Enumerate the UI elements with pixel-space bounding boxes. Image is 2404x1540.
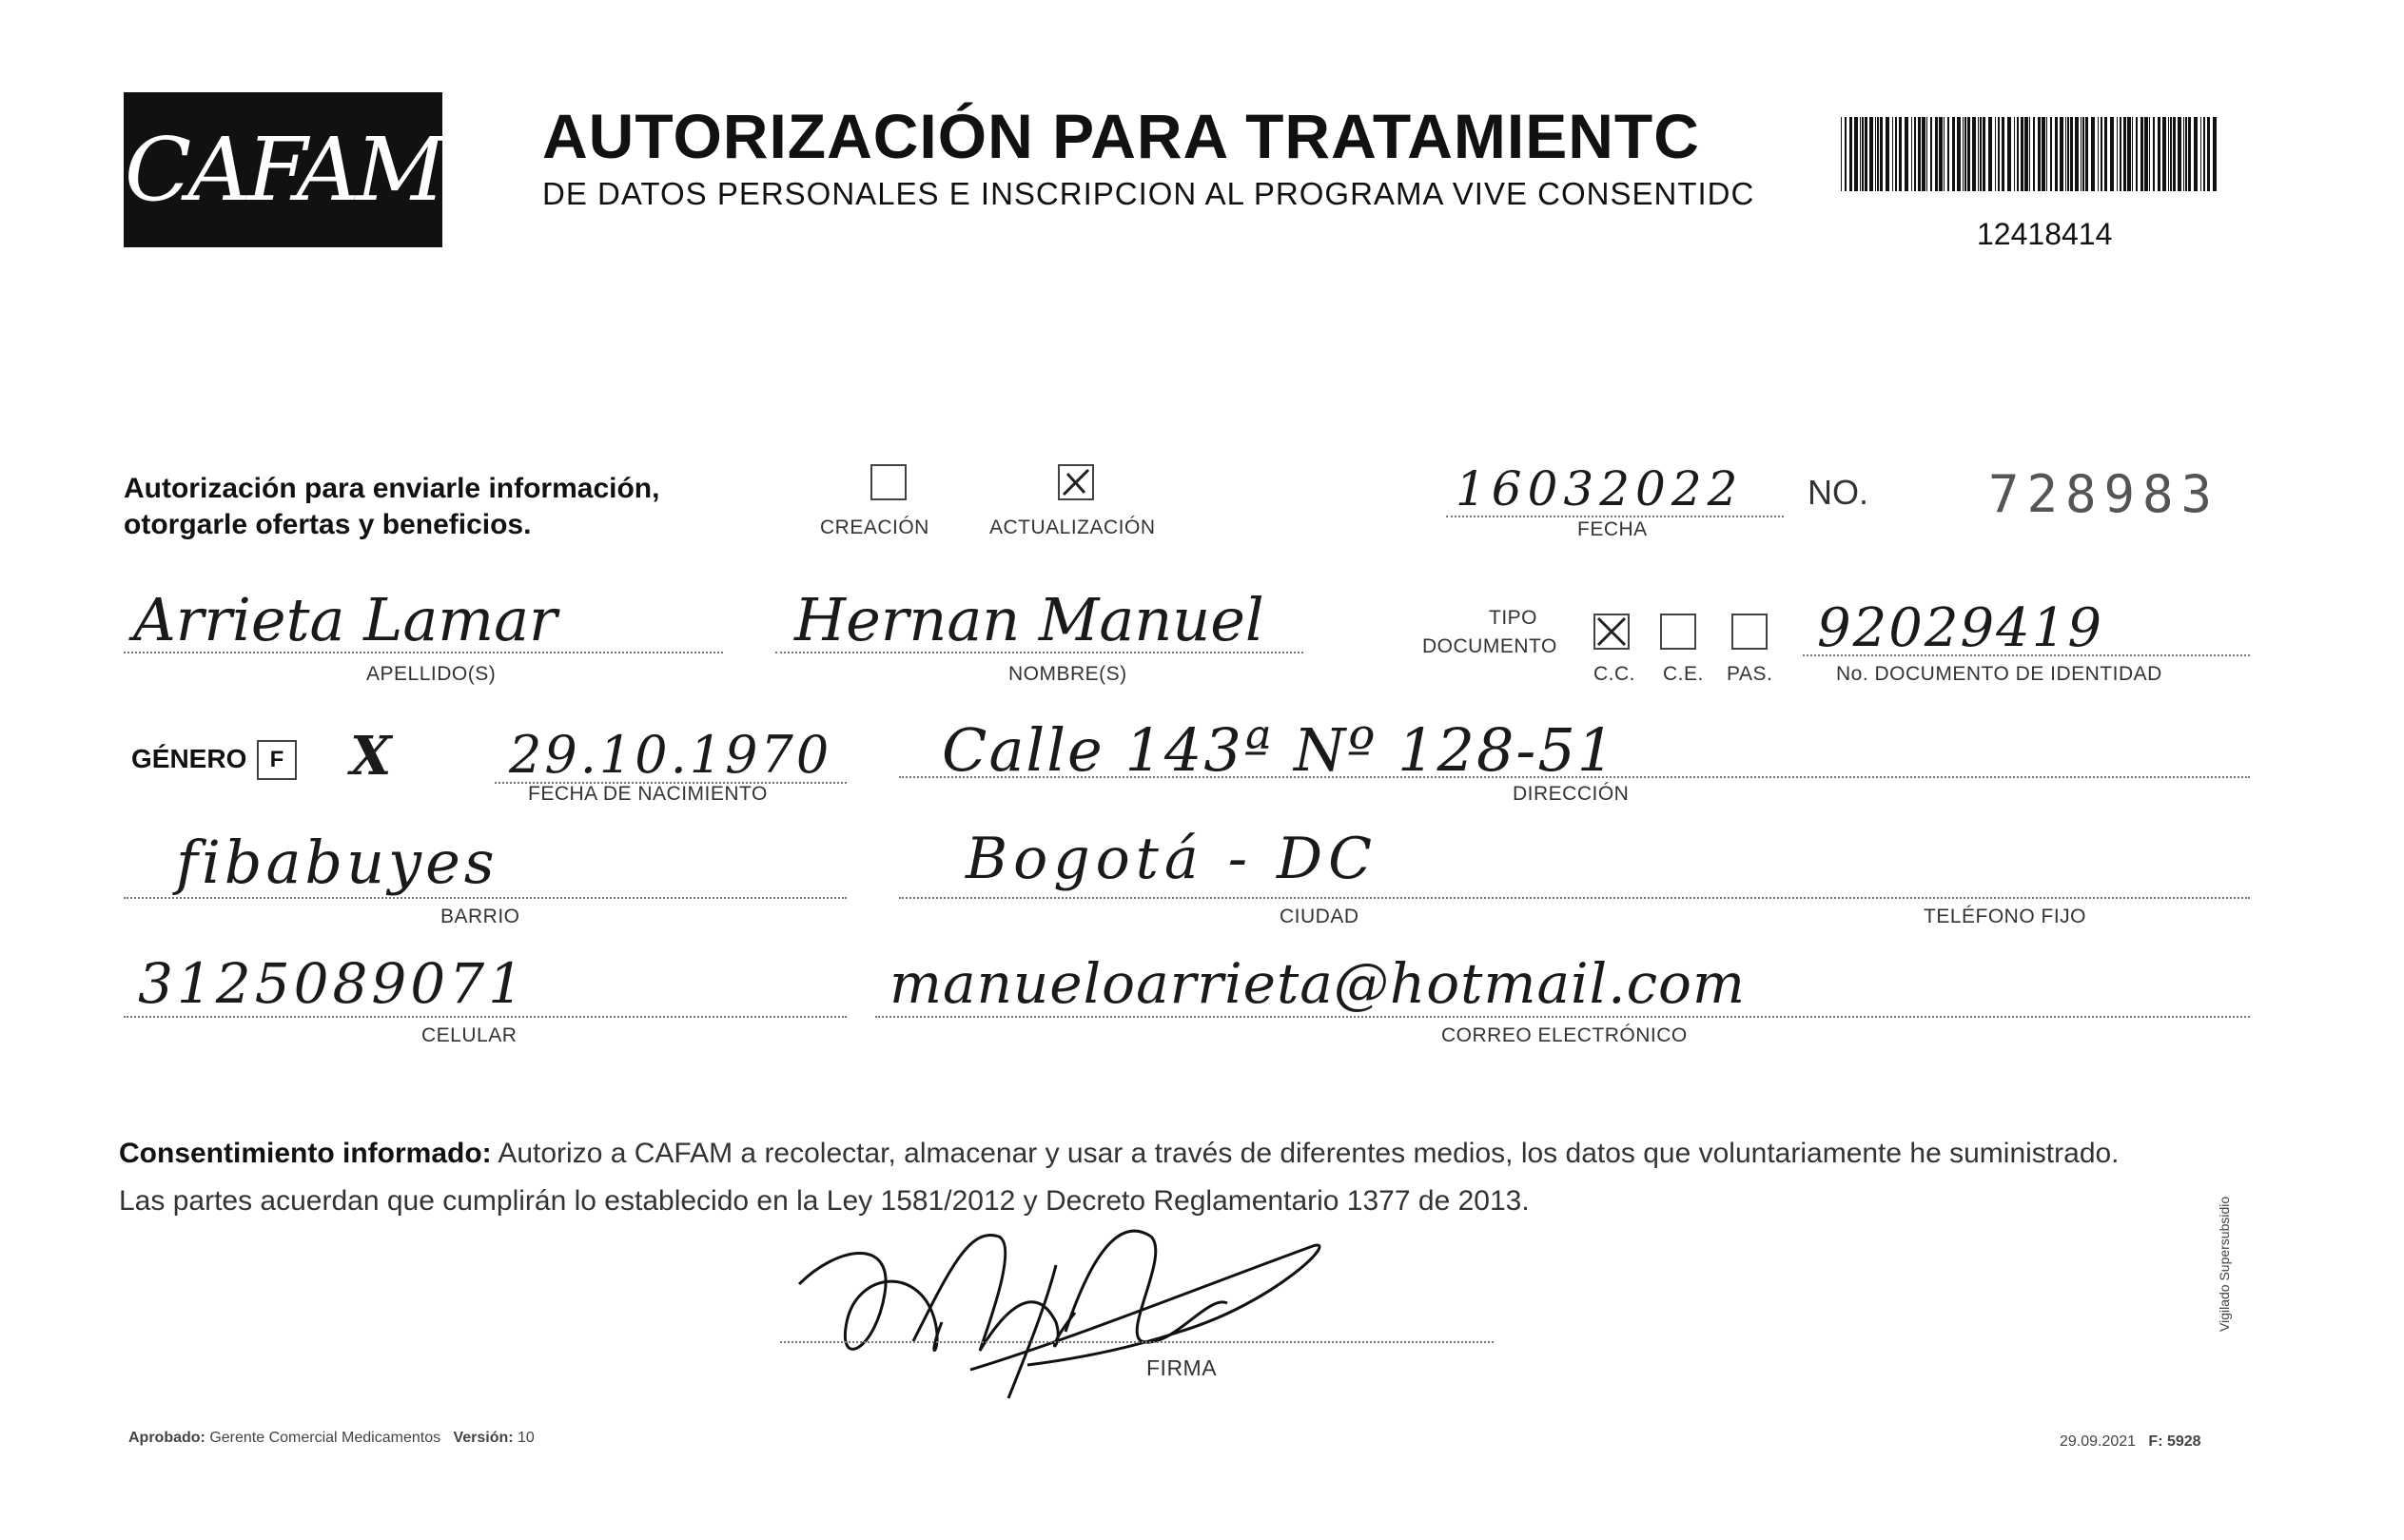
- barcode-bar: [2127, 117, 2131, 191]
- signature: [780, 1208, 1351, 1408]
- barcode-bar: [2046, 117, 2047, 191]
- footer-date: 29.09.2021: [2060, 1433, 2137, 1450]
- fecha-nacimiento-value[interactable]: 29.10.1970: [509, 725, 832, 785]
- consent-line-1: [119, 1130, 2259, 1178]
- barcode-bar: [1880, 117, 1883, 191]
- barcode-bar: [2170, 117, 2172, 191]
- barcode-bar: [1869, 117, 1873, 191]
- barcode-bar: [2091, 117, 2095, 191]
- documento-value[interactable]: 92029419: [1817, 597, 2104, 659]
- correo-label: CORREO ELECTRÓNICO: [1441, 1024, 1688, 1046]
- barcode-bar: [1930, 117, 1932, 191]
- barcode-bar: [2123, 117, 2126, 191]
- fecha-line: [1446, 516, 1784, 517]
- barrio-label: BARRIO: [440, 906, 520, 927]
- barcode-bar: [1963, 117, 1964, 191]
- barcode-bar: [2017, 117, 2019, 191]
- barcode-bar: [2042, 117, 2045, 191]
- footer-date-code: [2060, 1433, 2201, 1451]
- nombres-line: [775, 652, 1303, 653]
- barcode-bar: [1922, 117, 1925, 191]
- barcode-bar: [2200, 117, 2201, 191]
- documento-line: [1803, 654, 2250, 656]
- barcode-bar: [2173, 117, 2176, 191]
- creacion-checkbox[interactable]: [870, 464, 907, 500]
- barcode-bar: [2085, 117, 2088, 191]
- barcode-bar: [2140, 117, 2143, 191]
- barcode-bar: [1972, 117, 1976, 191]
- barcode-bar: [2101, 117, 2102, 191]
- barcode-bar: [1995, 117, 1996, 191]
- barcode-bar: [2132, 117, 2133, 191]
- pas-checkbox[interactable]: [1731, 614, 1768, 650]
- version-label: Versión:: [453, 1430, 514, 1446]
- barcode-bar: [2060, 117, 2063, 191]
- no-label: NO.: [1808, 473, 1869, 512]
- ciudad-label: CIUDAD: [1280, 906, 1359, 927]
- barcode-bar: [2007, 117, 2011, 191]
- barcode-bar: [1998, 117, 2000, 191]
- actualizacion-checkbox[interactable]: [1058, 464, 1094, 500]
- barcode-bar: [2038, 117, 2041, 191]
- form-title: AUTORIZACIÓN PARA TRATAMIENTC: [542, 101, 1700, 171]
- barcode-bar: [1899, 117, 1902, 191]
- barcode-bar: [1967, 117, 1970, 191]
- authorization-line-2: otorgarle ofertas y beneficios.: [124, 509, 532, 540]
- barcode-bar: [2194, 117, 2198, 191]
- genero-f-label: F: [269, 747, 284, 772]
- footer-approval: [128, 1430, 535, 1447]
- genero-f-checkbox[interactable]: [257, 740, 297, 780]
- direccion-value[interactable]: Calle 143ª Nº 128-51: [942, 715, 1617, 785]
- barcode: [1841, 117, 2221, 191]
- barcode-bar: [2110, 117, 2114, 191]
- barcode-bar: [1935, 117, 1938, 191]
- cafam-logo: [124, 92, 442, 247]
- ce-label: C.E.: [1663, 663, 1704, 685]
- firma-line: [780, 1341, 1494, 1343]
- barcode-bar: [1988, 117, 1992, 191]
- fecha-value[interactable]: 16032022: [1456, 461, 1744, 517]
- barcode-bar: [1854, 117, 1858, 191]
- consent-text-2: Las partes acuerdan que cumplirán lo establecido en la Ley 1581/2012 y Decreto Reglamentario 1377 de 2013.: [119, 1185, 1530, 1217]
- barcode-bar: [1926, 117, 1927, 191]
- pas-label: PAS.: [1727, 663, 1773, 685]
- barcode-bar: [1845, 117, 1847, 191]
- barcode-bar: [2067, 117, 2069, 191]
- barcode-bar: [1849, 117, 1852, 191]
- barcode-bar: [2149, 117, 2150, 191]
- ce-checkbox[interactable]: [1660, 614, 1696, 650]
- barcode-bar: [2024, 117, 2028, 191]
- version-value: 10: [518, 1430, 535, 1446]
- celular-label: CELULAR: [421, 1024, 518, 1046]
- barcode-bar: [2183, 117, 2184, 191]
- creacion-label: CREACIÓN: [820, 517, 929, 538]
- direccion-label: DIRECCIÓN: [1513, 783, 1630, 805]
- x-mark-icon: [1595, 615, 1628, 648]
- barrio-line: [124, 897, 847, 899]
- barcode-bar: [2144, 117, 2148, 191]
- tipo-label-1: TIPO: [1489, 607, 1538, 629]
- barcode-bar: [1918, 117, 1921, 191]
- barcode-bar: [2081, 117, 2082, 191]
- barcode-bar: [2136, 117, 2138, 191]
- ciudad-value[interactable]: Bogotá - DC: [966, 826, 1378, 892]
- check-mark-icon: [1060, 466, 1092, 498]
- actualizacion-label: ACTUALIZACIÓN: [989, 517, 1156, 538]
- apellidos-label: APELLIDO(S): [366, 663, 497, 685]
- barcode-bar: [2203, 117, 2205, 191]
- tipo-label-2: DOCUMENTO: [1422, 635, 1557, 657]
- barcode-bar: [1978, 117, 1979, 191]
- telefono-label: TELÉFONO FIJO: [1924, 906, 2087, 927]
- barcode-bar: [2168, 117, 2169, 191]
- apellidos-line: [124, 652, 723, 653]
- form-number: 728983: [1988, 464, 2220, 524]
- barcode-bar: [1841, 117, 1842, 191]
- barcode-bar: [1905, 117, 1908, 191]
- celular-value[interactable]: 3125089071: [138, 951, 528, 1016]
- barcode-bar: [1944, 117, 1945, 191]
- aprobado-label: Aprobado:: [128, 1430, 205, 1446]
- form-subtitle: DE DATOS PERSONALES E INSCRIPCION AL PROGRAMA VIVE CONSENTIDC: [542, 176, 1755, 211]
- barcode-bar: [1964, 117, 1966, 191]
- barcode-bar: [2082, 117, 2084, 191]
- barcode-bar: [2178, 117, 2181, 191]
- apellidos-value[interactable]: Arrieta Lamar: [133, 585, 557, 654]
- barcode-bar: [2029, 117, 2030, 191]
- barcode-bar: [2153, 117, 2155, 191]
- barcode-bar: [2207, 117, 2210, 191]
- barcode-bar: [1957, 117, 1961, 191]
- barcode-bar: [2104, 117, 2107, 191]
- barcode-bar: [1895, 117, 1897, 191]
- consent-text-1: Autorizo a CAFAM a recolectar, almacenar y usar a través de diferentes medios, los datos que voluntariamente he suministrado.: [491, 1138, 2120, 1169]
- logo-text: CAFAM: [124, 119, 442, 221]
- correo-value[interactable]: manueloarrieta@hotmail.com: [889, 951, 1746, 1016]
- barcode-bar: [2055, 117, 2058, 191]
- barcode-bar: [2213, 117, 2217, 191]
- barcode-bar: [1947, 117, 1949, 191]
- barcode-bar: [2162, 117, 2166, 191]
- consent-heading: Consentimiento informado:: [119, 1138, 492, 1169]
- barcode-bar: [1914, 117, 1916, 191]
- firma-label: FIRMA: [1146, 1355, 1218, 1380]
- direccion-line: [899, 776, 2250, 778]
- barcode-bar: [1865, 117, 1867, 191]
- barcode-bar: [1892, 117, 1893, 191]
- fecha-nacimiento-label: FECHA DE NACIMIENTO: [528, 783, 768, 805]
- nombres-value[interactable]: Hernan Manuel: [794, 585, 1264, 654]
- fecha-label: FECHA: [1577, 518, 1648, 540]
- authorization-line-1: Autorización para enviarle información,: [124, 473, 660, 504]
- barcode-bar: [2158, 117, 2160, 191]
- barcode-bar: [1980, 117, 1982, 191]
- barcode-bar: [2050, 117, 2052, 191]
- correo-line: [875, 1016, 2250, 1018]
- barcode-bar: [1862, 117, 1864, 191]
- barrio-value[interactable]: fibabuyes: [176, 828, 498, 897]
- supersubsidio-side-text: Vigilado Supersubsidio: [2217, 1196, 2232, 1332]
- barcode-bar: [2120, 117, 2121, 191]
- nombres-label: NOMBRE(S): [1008, 663, 1127, 685]
- documento-label: No. DOCUMENTO DE IDENTIDAD: [1836, 663, 2162, 685]
- aprobado-value: Gerente Comercial Medicamentos: [209, 1430, 441, 1446]
- ciudad-telefono-line: [899, 897, 2250, 899]
- genero-label: GÉNERO: [131, 744, 247, 773]
- barcode-bar: [2070, 117, 2073, 191]
- barcode-bar: [2185, 117, 2187, 191]
- barcode-bar: [1983, 117, 1985, 191]
- barcode-bar: [2098, 117, 2099, 191]
- barcode-bar: [2075, 117, 2079, 191]
- barcode-bar: [1952, 117, 1955, 191]
- footer-code: F: 5928: [2148, 1433, 2201, 1450]
- cc-label: C.C.: [1593, 663, 1635, 685]
- barcode-bar: [2188, 117, 2191, 191]
- authorization-text: [124, 471, 659, 543]
- cc-checkbox[interactable]: [1593, 614, 1630, 650]
- barcode-bar: [1911, 117, 1912, 191]
- barcode-bar: [2014, 117, 2015, 191]
- barcode-bar: [2117, 117, 2118, 191]
- barcode-bar: [1860, 117, 1861, 191]
- barcode-bar: [2065, 117, 2066, 191]
- celular-line: [124, 1016, 847, 1018]
- barcode-bar: [2021, 117, 2023, 191]
- barcode-bar: [1939, 117, 1943, 191]
- barcode-bar: [1877, 117, 1879, 191]
- barcode-number: 12418414: [1977, 217, 2113, 251]
- genero-m-mark[interactable]: X: [350, 725, 392, 788]
- barcode-bar: [1886, 117, 1889, 191]
- barcode-bar: [1875, 117, 1876, 191]
- barcode-bar: [2002, 117, 2004, 191]
- barcode-bar: [2033, 117, 2035, 191]
